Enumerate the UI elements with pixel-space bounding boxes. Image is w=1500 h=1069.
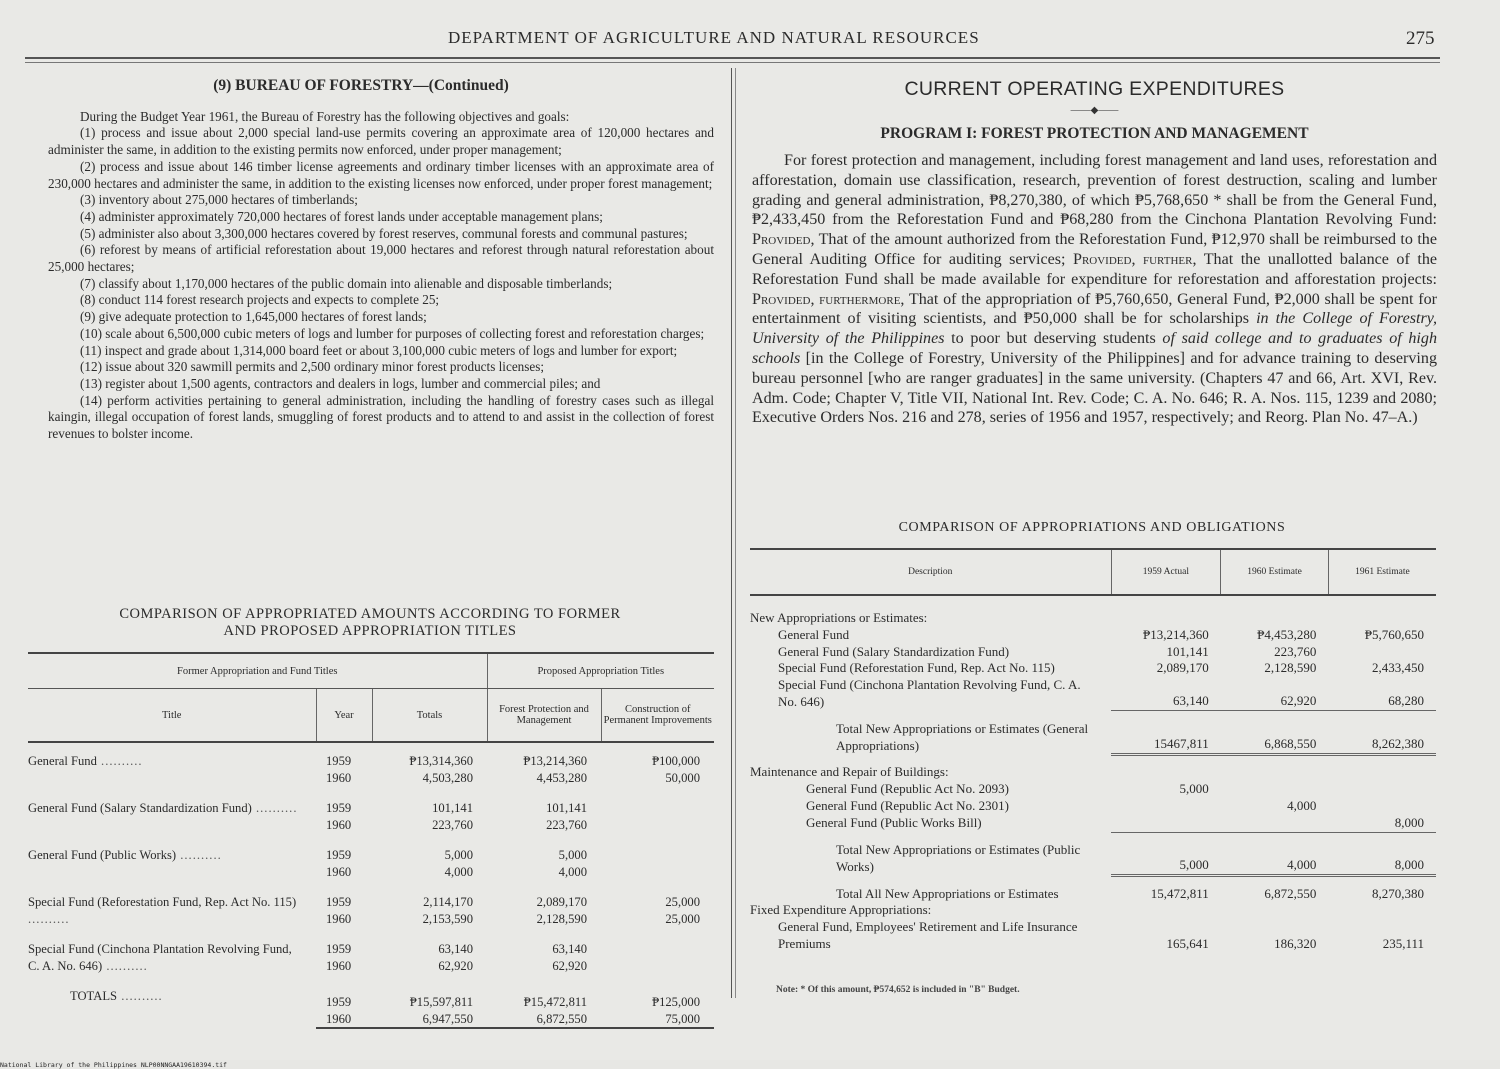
year-cell: 1960 — [326, 958, 352, 973]
description-cell: General Fund — [778, 626, 850, 642]
header-rule-thin — [25, 62, 1440, 63]
leader-dots: .......... — [251, 801, 298, 815]
year-cell: 1960 — [326, 770, 352, 785]
description-cell: General Fund, Employees' Retirement and Life Insurance Premiums — [778, 919, 1078, 952]
amount-1960-cell — [1221, 781, 1329, 798]
year-cell: 1959 — [326, 942, 352, 956]
table-row — [750, 660, 1436, 677]
forest-protection-cell: 101,141 — [546, 801, 587, 815]
year-cell: 1959 — [326, 754, 352, 768]
amount-1960-cell: 4,000 — [1287, 797, 1317, 813]
appropriations-obligations-table — [750, 548, 1436, 953]
amount-1960-cell: ₱4,453,280 — [1257, 626, 1317, 642]
description-cell: Special Fund (Reforestation Fund, Rep. Act No. 115) — [778, 660, 1055, 676]
fund-title-cell — [28, 880, 316, 927]
section-heading: CURRENT OPERATING EXPENDITURES — [904, 78, 1285, 100]
construction-cell: ₱100,000 — [652, 754, 700, 768]
page-number: 275 — [1406, 28, 1435, 49]
leader-dots: .......... — [96, 754, 143, 768]
fund-title: TOTALS — [70, 989, 118, 1003]
year-cell: 1960 — [326, 911, 352, 926]
forest-protection-cell: ₱13,214,360 — [523, 754, 587, 768]
amount-1961-cell: 235,111 — [1382, 936, 1424, 952]
amount-1960-cell: 186,320 — [1274, 936, 1317, 952]
totals-cell: 6,947,550 — [372, 1011, 487, 1029]
table-row — [750, 781, 1436, 798]
amount-1960-cell: 2,128,590 — [1264, 660, 1317, 676]
goal-item: (8) conduct 114 forest research projects and expects to complete 25; — [80, 292, 440, 308]
col-header-1959: 1959 Actual — [1111, 549, 1221, 595]
table-row — [750, 798, 1436, 815]
goal-item: (7) classify about 1,170,000 hectares of the public domain into alienable and disposable timberlands; — [80, 275, 613, 291]
amount-1960-cell: 4,000 — [1221, 832, 1329, 876]
fund-title-cell — [28, 927, 316, 974]
forest-protection-cell: 2,089,170 — [536, 895, 587, 909]
footnote: Note: * Of this amount, ₱574,652 is included in "B" Budget. — [776, 985, 1020, 995]
totals-cell: 5,000 — [444, 848, 473, 862]
italic-amendment: of said college and to graduates of high schools — [752, 330, 1437, 367]
left-table-title-line1: COMPARISON OF APPROPRIATED AMOUNTS ACCORDING TO FORMER — [119, 606, 621, 622]
construction-cell: ₱125,000 — [652, 995, 700, 1009]
amount-1959-cell: 5,000 — [1111, 832, 1221, 876]
totals-cell: 101,141 — [432, 801, 473, 815]
goal-item: (3) inventory about 275,000 hectares of timberlands; — [80, 192, 358, 208]
provided-term: Provided, further — [1073, 250, 1193, 268]
col-header-year: Year — [316, 689, 372, 743]
left-table-body — [28, 742, 714, 1028]
construction-cell — [601, 864, 714, 881]
amount-1960-cell — [1221, 595, 1329, 627]
forest-protection-cell: 6,872,550 — [487, 1011, 601, 1029]
fund-title: Special Fund (Reforestation Fund, Rep. Act No. 115) — [28, 895, 297, 909]
description-cell: General Fund (Republic Act No. 2301) — [806, 797, 1009, 813]
construction-cell: 25,000 — [665, 895, 700, 909]
totals-cell: 2,153,590 — [422, 911, 473, 926]
table-row — [750, 754, 1436, 781]
goal-item: (9) give adequate protection to 1,645,000 hectares of forest lands; — [80, 309, 427, 325]
amount-1961-cell — [1328, 644, 1436, 661]
table-row — [750, 677, 1436, 711]
col-header-totals: Totals — [372, 689, 487, 743]
year-cell: 1960 — [326, 817, 352, 832]
amount-1959-cell: 165,641 — [1166, 936, 1209, 952]
right-table-body — [750, 595, 1436, 953]
amount-1961-cell — [1328, 754, 1436, 781]
amount-1959-cell: 63,140 — [1172, 693, 1209, 709]
provided-term: Provided, furthermore — [752, 290, 901, 308]
amount-1961-cell: 8,000 — [1328, 832, 1436, 876]
table-row — [750, 595, 1436, 627]
construction-cell — [601, 958, 714, 975]
construction-cell — [601, 833, 714, 864]
fund-title: General Fund — [28, 754, 97, 768]
amount-1961-cell: 8,270,380 — [1328, 876, 1436, 903]
table-row — [750, 832, 1436, 876]
amount-1959-cell: 2,089,170 — [1156, 660, 1209, 676]
description-cell: Fixed Expenditure Appropriations: — [750, 902, 932, 918]
amount-1961-cell: 2,433,450 — [1372, 660, 1424, 676]
table-row — [28, 880, 714, 911]
col-header-description: Description — [750, 549, 1111, 595]
fund-title: General Fund (Public Works) — [28, 848, 177, 862]
year-cell: 1959 — [326, 848, 352, 862]
description-cell: Maintenance and Repair of Buildings: — [750, 764, 949, 780]
paragraph-text: , That of the amount authorized from the Reforestation Fund, ₱12,970 shall be reimbursed to the General Auditing Office for auditing services; — [752, 231, 1437, 268]
year-cell: 1960 — [316, 1011, 372, 1029]
left-column — [48, 78, 714, 443]
fund-title-cell — [28, 742, 316, 786]
ornament-divider: ——◆—— — [1070, 105, 1119, 116]
amount-1961-cell: 8,000 — [1394, 814, 1424, 830]
right-column — [752, 78, 1437, 428]
table-row — [28, 786, 714, 817]
col-header-1960: 1960 Estimate — [1221, 549, 1329, 595]
amount-1959-cell: 5,000 — [1179, 781, 1209, 797]
forest-protection-cell: 63,140 — [552, 942, 587, 956]
totals-cell: ₱13,314,360 — [409, 754, 473, 768]
goal-item: (2) process and issue about 146 timber license agreements and ordinary timber licenses with an approximate area of 230,000 hectares and administer the same, in addition to the existing licenses now enforced, under proper forest management; — [48, 158, 714, 191]
amount-1961-cell — [1328, 798, 1436, 815]
column-divider — [731, 68, 732, 998]
construction-cell: 75,000 — [601, 1011, 714, 1029]
table-row — [750, 711, 1436, 755]
left-table-title — [40, 606, 700, 640]
goal-item: (5) administer also about 3,300,000 hectares covered by forest reserves, communal forests and communal pastures; — [80, 225, 688, 241]
table-row — [750, 644, 1436, 661]
running-head-title: DEPARTMENT OF AGRICULTURE AND NATURAL RESOURCES — [448, 28, 980, 47]
running-head — [0, 28, 1460, 52]
appropriation-titles-table — [28, 652, 714, 1029]
amount-1961-cell: 68,280 — [1388, 693, 1424, 709]
description-cell: Total All New Appropriations or Estimates — [836, 885, 1059, 901]
totals-cell: 2,114,170 — [423, 895, 473, 909]
construction-cell — [601, 817, 714, 834]
table-row — [28, 742, 714, 770]
italic-amendment: in the College of Forestry, University of the Philippines — [752, 310, 1437, 348]
amount-1959-cell — [1111, 902, 1221, 919]
column-divider-thin — [735, 68, 736, 998]
col-header-forest-protection: Forest Protection and Management — [487, 689, 601, 743]
year-cell: 1959 — [326, 995, 352, 1009]
program-paragraph — [752, 151, 1437, 428]
table-row — [28, 927, 714, 958]
leader-dots: .......... — [176, 848, 222, 862]
amount-1960-cell: 6,868,550 — [1221, 711, 1329, 755]
paragraph-text: , That the unallotted balance of the Reforestation Fund shall be made available for expenditure for reforestation and afforestation projects: — [752, 250, 1438, 288]
table-row — [28, 833, 714, 864]
description-cell: Total New Appropriations or Estimates (Public Works) — [836, 842, 1081, 874]
amount-1959-cell: ₱13,214,360 — [1143, 626, 1209, 642]
amount-1960-cell: 6,872,550 — [1221, 876, 1329, 903]
right-table-title: COMPARISON OF APPROPRIATIONS AND OBLIGATIONS — [898, 520, 1286, 535]
totals-cell: 4,503,280 — [422, 770, 473, 785]
paragraph-text: For forest protection and management, including forest management and land uses, reforestation and afforestation, domain use classification, research, prevention of forest destruction, scaling and lumber grading and general administration, ₱8,270,380, of which ₱5,768,650 * shall be from the General Fund, ₱2,433,450 from the Reforestation Fund and ₱68,280 from the Cinchona Plantation Revolving Fund: — [752, 152, 1437, 229]
goal-item: (6) reforest by means of artificial reforestation about 19,000 hectares and reforest through natural reforestation about 25,000 hectares; — [48, 242, 714, 275]
table-row — [28, 974, 714, 1011]
header-rule — [25, 57, 1440, 59]
amount-1959-cell — [1111, 798, 1221, 815]
proposed-titles-group-header: Proposed Appropriation Titles — [487, 653, 714, 689]
amount-1960-cell — [1221, 815, 1329, 832]
table-row — [750, 815, 1436, 832]
amount-1961-cell — [1328, 902, 1436, 919]
amount-1961-cell — [1328, 781, 1436, 798]
construction-cell: 50,000 — [665, 770, 700, 785]
amount-1961-cell: 8,262,380 — [1328, 711, 1436, 755]
amount-1959-cell — [1111, 595, 1221, 627]
paragraph-text: , That of the appropriation of ₱5,760,650, General Fund, ₱2,000 shall be spent for entertainment of visiting scientists, and ₱50,000 shall be for scholarships — [752, 290, 1437, 328]
totals-cell: 62,920 — [438, 958, 473, 973]
amount-1961-cell — [1328, 595, 1436, 627]
col-header-1961: 1961 Estimate — [1328, 549, 1436, 595]
table-row — [750, 627, 1436, 644]
description-cell: General Fund (Salary Standardization Fund) — [778, 643, 1010, 659]
year-cell: 1959 — [326, 895, 352, 909]
forest-protection-cell: 5,000 — [558, 848, 587, 862]
provided-term: Provided — [752, 231, 811, 249]
totals-cell: 4,000 — [444, 864, 473, 879]
construction-cell — [601, 927, 714, 958]
fund-title: Special Fund (Cinchona Plantation Revolving Fund, C. A. No. 646) — [28, 942, 292, 973]
amount-1960-cell: 223,760 — [1274, 643, 1317, 659]
amount-1959-cell: 15467,811 — [1111, 711, 1221, 755]
goal-item: (14) perform activities pertaining to general administration, including the handling of forestry cases such as illegal kaingin, illegal occupation of forest lands, smuggling of forest products and to attend to and assist in the collection of forest revenues to bolster income. — [48, 392, 714, 442]
left-table-title-line2: AND PROPOSED APPROPRIATION TITLES — [223, 623, 517, 639]
scan-footer: National Library of the Philippines NLP00NNGAA19610394.tif — [0, 1061, 227, 1069]
amount-1959-cell: 15,472,811 — [1111, 876, 1221, 903]
totals-cell: 63,140 — [438, 942, 473, 956]
leader-dots: .......... — [102, 958, 148, 973]
goal-item: (4) administer approximately 720,000 hectares of forest lands under acceptable management plans; — [80, 208, 603, 224]
amount-1959-cell — [1111, 815, 1221, 832]
fund-title-cell — [28, 974, 316, 1028]
forest-protection-cell: 4,453,280 — [536, 770, 587, 785]
fund-title: General Fund (Salary Standardization Fund) — [28, 801, 252, 815]
goals-intro: During the Budget Year 1961, the Bureau of Forestry has the following objectives and goals: — [80, 108, 570, 124]
fund-title-cell — [28, 786, 316, 833]
totals-cell: ₱15,597,811 — [409, 995, 473, 1009]
construction-cell: 25,000 — [665, 911, 700, 926]
forest-protection-cell: 2,128,590 — [536, 911, 587, 926]
goal-item: (1) process and issue about 2,000 special land-use permits covering an approximate area of 120,000 hectares and administer the same, in addition to the existing permits now enforced, under proper management; — [48, 125, 714, 158]
paragraph-text: to poor but deserving students — [944, 330, 1163, 348]
goal-item: (12) issue about 320 sawmill permits and 2,500 ordinary minor forest products licenses; — [80, 359, 545, 375]
amount-1961-cell: ₱5,760,650 — [1364, 626, 1424, 642]
amount-1959-cell — [1111, 754, 1221, 781]
leader-dots: .......... — [28, 911, 70, 926]
description-cell: New Appropriations or Estimates: — [750, 610, 928, 625]
amount-1959-cell: 101,141 — [1166, 643, 1209, 659]
col-header-title: Title — [28, 689, 316, 743]
col-header-construction: Construction of Permanent Improvements — [601, 689, 714, 743]
paragraph-text: [in the College of Forestry, University of the Philippines] and for advance training to deserving bureau personnel [who are ranger graduates] in the same university. (Chapters 47 and 66, Art. XVI, Rev. Adm. Code; Chapter V, Title VII, National Int. Rev. Code; C. A. No. 646; R. A. Nos. 115, 1239 and 2080; Executive Orders Nos. 216 and 278, series of 1956 and 1957, respectively; and Reorg. Plan No. 47–A.) — [752, 349, 1437, 427]
forest-protection-cell: 62,920 — [552, 958, 587, 973]
amount-1960-cell: 62,920 — [1280, 693, 1317, 709]
table-row — [750, 919, 1436, 953]
table-row — [750, 876, 1436, 903]
goal-item: (11) inspect and grade about 1,314,000 board feet or about 3,100,000 cubic meters of logs and lumber for export; — [80, 342, 678, 358]
forest-protection-cell: 223,760 — [546, 817, 587, 832]
year-cell: 1959 — [326, 801, 352, 815]
fund-title-cell — [28, 833, 316, 880]
table-row — [750, 902, 1436, 919]
former-titles-group-header: Former Appropriation and Fund Titles — [28, 653, 487, 689]
forest-protection-cell: ₱15,472,811 — [523, 995, 587, 1009]
description-cell: Special Fund (Cinchona Plantation Revolving Fund, C. A. No. 646) — [778, 677, 1081, 709]
description-cell: General Fund (Republic Act No. 2093) — [806, 781, 1009, 797]
construction-cell — [601, 786, 714, 817]
forest-protection-cell: 4,000 — [558, 864, 587, 879]
amount-1960-cell — [1221, 754, 1329, 781]
year-cell: 1960 — [326, 864, 352, 879]
bureau-heading: (9) BUREAU OF FORESTRY—(Continued) — [213, 77, 509, 94]
description-cell: Total New Appropriations or Estimates (General Appropriations) — [836, 720, 1089, 753]
program-heading: PROGRAM I: FOREST PROTECTION AND MANAGEMENT — [880, 125, 1309, 142]
description-cell: General Fund (Public Works Bill) — [806, 815, 982, 831]
amount-1960-cell — [1221, 902, 1329, 919]
goal-item: (10) scale about 6,500,000 cubic meters of logs and lumber for purposes of collecting forest and reforestation charges; — [80, 325, 705, 341]
leader-dots: .......... — [117, 989, 163, 1003]
goal-item: (13) register about 1,500 agents, contractors and dealers in logs, lumber and commercial piles; and — [80, 375, 601, 391]
totals-cell: 223,760 — [432, 817, 473, 832]
